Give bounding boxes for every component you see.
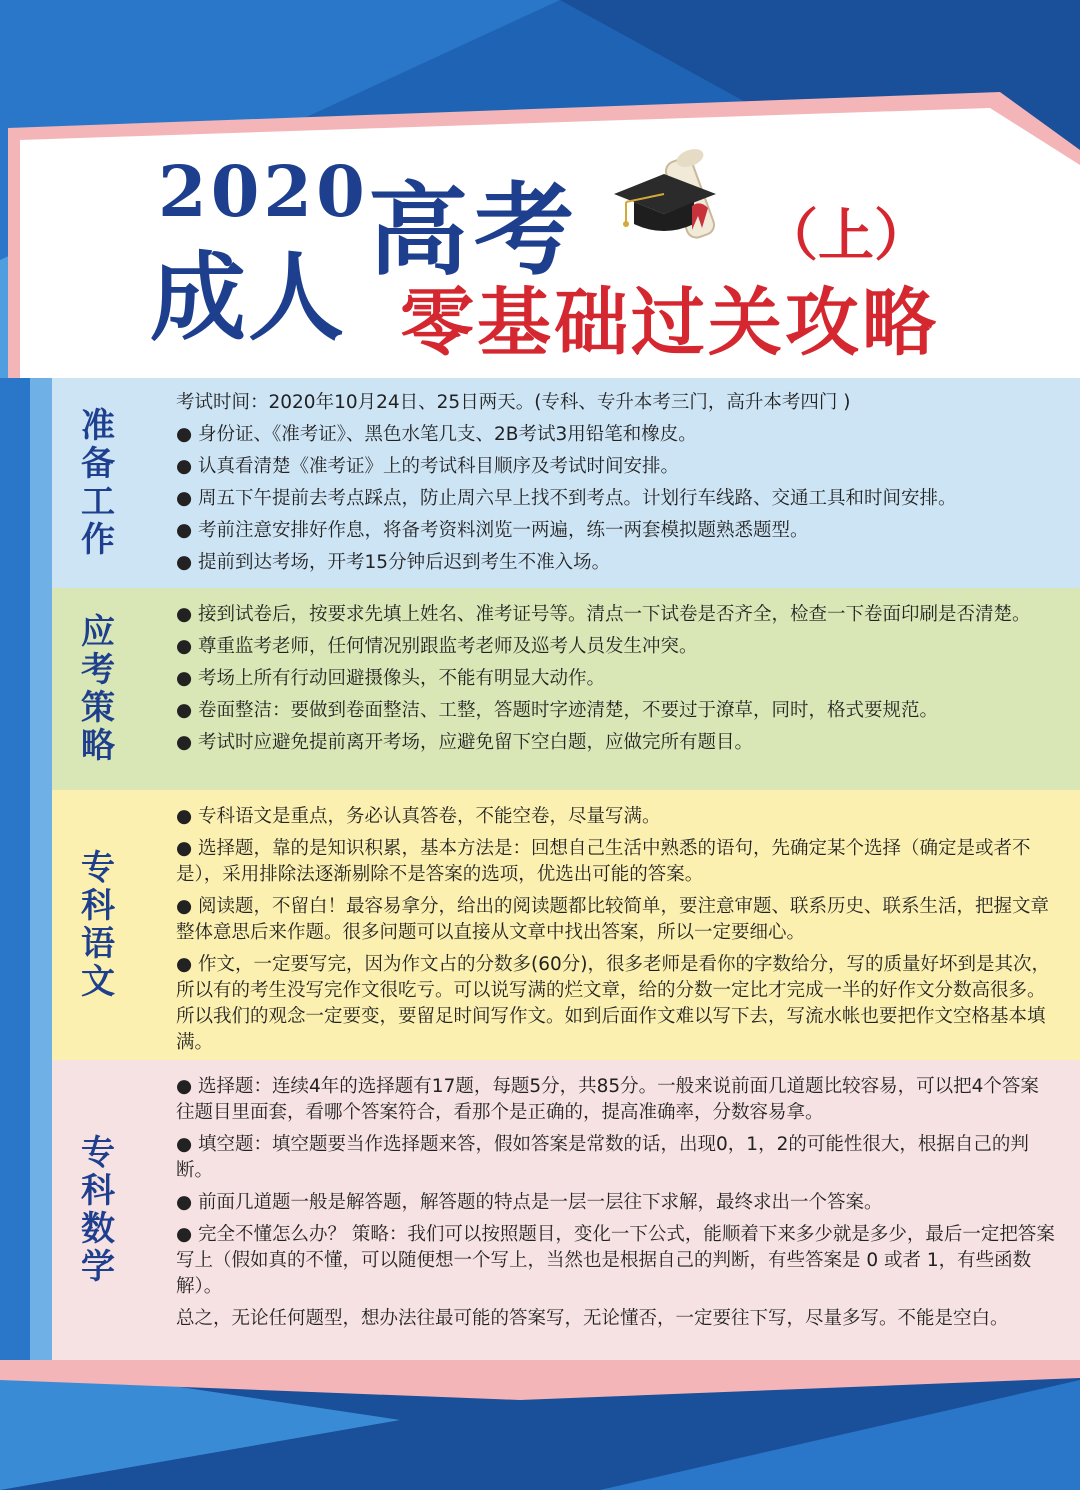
list-item: ● 考前注意安排好作息，将备考资料浏览一两遍，练一两套模拟题熟悉题型。: [176, 520, 809, 541]
section-content: [176, 1074, 1056, 1338]
list-item: ● 选择题：连续4年的选择题有17题，每题5分，共85分。一般来说前面几道题比较容易，可以把4个答案往题目里面套，看哪个答案符合，看那个是正确的，提高准确率，分数容易拿。: [176, 1076, 1039, 1123]
list-item: ● 提前到达考场，开考15分钟后迟到考生不准入场。: [176, 552, 611, 573]
section-content: [176, 390, 1056, 582]
section-preparation: [52, 378, 1080, 588]
list-item: ● 卷面整洁：要做到卷面整洁、工整，答题时字迹清楚，不要过于潦草，同时，格式要规范。: [176, 700, 939, 721]
list-item: ● 周五下午提前去考点踩点，防止周六早上找不到考点。计划行车线路、交通工具和时间安排。: [176, 488, 957, 509]
list-item: ● 接到试卷后，按要求先填上姓名、准考证号等。清点一下试卷是否齐全，检查一下卷面印刷是否清楚。: [176, 604, 1031, 625]
list-item: ● 作文，一定要写完，因为作文占的分数多(60分)，很多老师是看你的字数给分，写的质量好坏到是其次，所以有的考生没写完作文很吃亏。可以说写满的烂文章，给的分数一定比才完成一半的好作文分数高很多。所以我们的观念一定要变，要留足时间写作文。如到后面作文难以写下去，写流水帐也要把作文空格基本填满。: [176, 954, 1051, 1053]
list-item: ● 身份证、《准考证》、黑色水笔几支、2B考试3用铅笔和橡皮。: [176, 424, 697, 445]
list-item: ● 考试时应避免提前离开考场，应避免留下空白题，应做完所有题目。: [176, 732, 754, 753]
title-volume: （上）: [762, 204, 930, 269]
list-item: ● 专科语文是重点，务必认真答卷，不能空卷，尽量写满。: [176, 806, 661, 827]
list-item: ● 填空题：填空题要当作选择题来答，假如答案是常数的话，出现0，1，2的可能性很大，根据自己的判断。: [176, 1134, 1029, 1181]
list-item: ● 前面几道题一般是解答题，解答题的特点是一层一层往下求解，最终求出一个答案。: [176, 1192, 883, 1213]
section-strategy: [52, 588, 1080, 790]
title-adult: 成人: [150, 242, 346, 354]
list-item: ● 认真看清楚《准考证》上的考试科目顺序及考试时间安排。: [176, 456, 680, 477]
title-gaokao: 高考: [368, 172, 580, 289]
section-title: 专科数学: [74, 1134, 115, 1286]
graduation-cap-diploma-icon: [604, 138, 754, 248]
section-math: [52, 1060, 1080, 1360]
title-subtitle: 零基础过关攻略: [400, 280, 939, 366]
list-item: ● 尊重监考老师，任何情况别跟监考老师及巡考人员发生冲突。: [176, 636, 698, 657]
section-title: 准备工作: [74, 407, 115, 559]
list-item: 总之，无论任何题型，想办法往最可能的答案写，无论懂否，一定要往下写，尽量多写。不能是空白。: [176, 1308, 1009, 1329]
list-item: ● 考场上所有行动回避摄像头，不能有明显大动作。: [176, 668, 606, 689]
list-item: ● 完全不懂怎么办？ 策略：我们可以按照题目，变化一下公式，能顺着下来多少就是多少，最后一定把答案写上（假如真的不懂，可以随便想一个写上，当然也是根据自己的判断，有些答案是 0 或者 1，有些函数解）。: [176, 1224, 1055, 1297]
section-title: 应考策略: [74, 613, 115, 765]
section-title: 专科语文: [74, 849, 115, 1001]
section-content: [176, 602, 1056, 762]
section-chinese: [52, 790, 1080, 1060]
list-item: ● 阅读题，不留白！最容易拿分，给出的阅读题都比较简单，要注意审题、联系历史、联系生活，把握文章整体意思后来作题。很多问题可以直接从文章中找出答案，所以一定要细心。: [176, 896, 1050, 943]
list-item: 考试时间：2020年10月24日、25日两天。(专科、专升本考三门，高升本考四门 ): [176, 392, 851, 413]
list-item: ● 选择题，靠的是知识积累，基本方法是：回想自己生活中熟悉的语句，先确定某个选择（确定是或者不是），采用排除法逐渐剔除不是答案的选项，优选出可能的答案。: [176, 838, 1031, 885]
section-content: [176, 804, 1056, 1062]
title-year: 2020: [158, 150, 369, 233]
